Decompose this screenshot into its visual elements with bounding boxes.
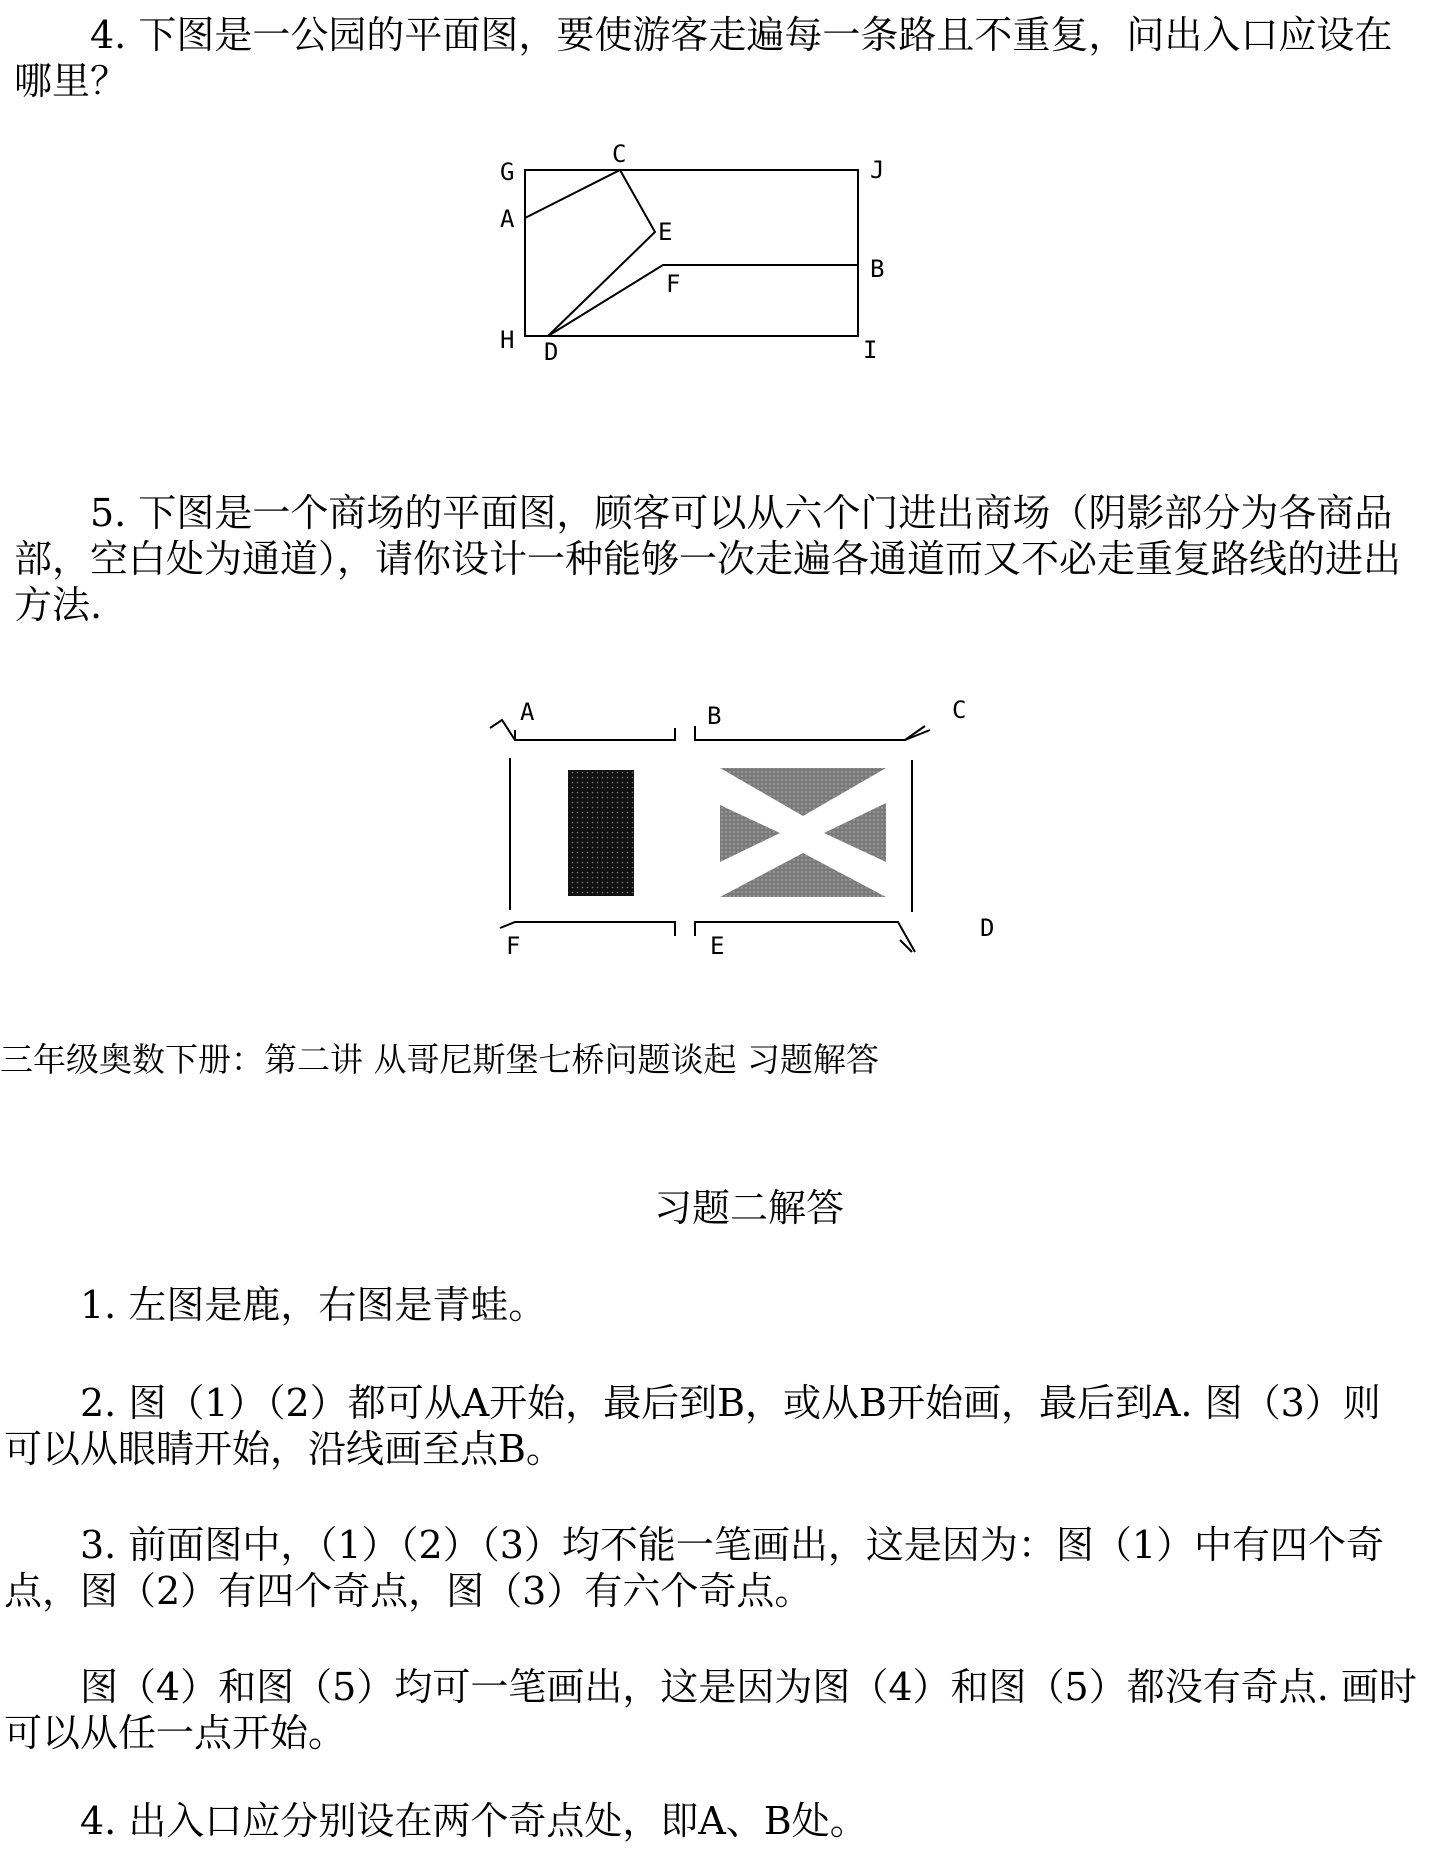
label-d: D xyxy=(980,914,995,942)
wall-bottom-left xyxy=(500,922,675,936)
mall-plan-diagram xyxy=(480,690,1020,970)
label-e: E xyxy=(710,932,725,960)
answer-1: 1. 左图是鹿，右图是青蛙。 xyxy=(80,1283,547,1327)
wall-top-left xyxy=(490,720,675,740)
label-h: H xyxy=(500,326,515,354)
shop-bottom-triangle xyxy=(720,853,886,897)
label-a: A xyxy=(520,698,535,726)
label-d: D xyxy=(544,338,559,366)
wall-bottom-right xyxy=(695,922,915,952)
label-g: G xyxy=(500,158,515,186)
shop-left-triangle xyxy=(720,805,780,862)
wall-top-right xyxy=(695,726,925,740)
label-c: C xyxy=(612,140,627,168)
label-b: B xyxy=(870,255,885,283)
park-plan-diagram xyxy=(480,140,960,450)
label-i: I xyxy=(863,336,878,364)
label-b: B xyxy=(707,702,722,730)
shop-top-triangle xyxy=(720,768,886,816)
problem-5-text: 5. 下图是一个商场的平面图，顾客可以从六个门进出商场（阴影部分为各商品部，空白处为通道），请你设计一种能够一次走遍各通道而又不必走重复路线的进出方法. xyxy=(14,491,1402,627)
answer-3-continued: 图（4）和图（5）均可一笔画出，这是因为图（4）和图（5）都没有奇点. 画时可以从任一点开始。 xyxy=(4,1665,1417,1755)
shop-right-triangle xyxy=(824,803,886,862)
answer-3: 3. 前面图中，（1）（2）（3）均不能一笔画出，这是因为：图（1）中有四个奇点，图（2）有四个奇点，图（3）有六个奇点。 xyxy=(4,1523,1385,1613)
problem-4-text: 4. 下图是一公园的平面图，要使游客走遍每一条路且不重复，问出入口应设在哪里？ xyxy=(14,13,1393,103)
answers-heading: 习题二解答 xyxy=(654,1186,845,1230)
label-e: E xyxy=(658,218,673,246)
section-title: 三年级奥数下册：第二讲 从哥尼斯堡七桥问题谈起 习题解答 xyxy=(0,1040,879,1079)
label-j: J xyxy=(870,156,885,184)
label-f: F xyxy=(666,270,681,298)
answer-2: 2. 图（1）（2）都可从A开始，最后到B，或从B开始画，最后到A. 图（3）则可以从眼睛开始，沿线画至点B。 xyxy=(4,1381,1381,1471)
answer-4: 4. 出入口应分别设在两个奇点处，即A、B处。 xyxy=(80,1799,868,1843)
path-d-f-b xyxy=(548,265,858,336)
label-f: F xyxy=(506,932,521,960)
shop-dotted-rect xyxy=(568,770,634,896)
label-c: C xyxy=(952,696,967,724)
label-a: A xyxy=(500,205,515,233)
